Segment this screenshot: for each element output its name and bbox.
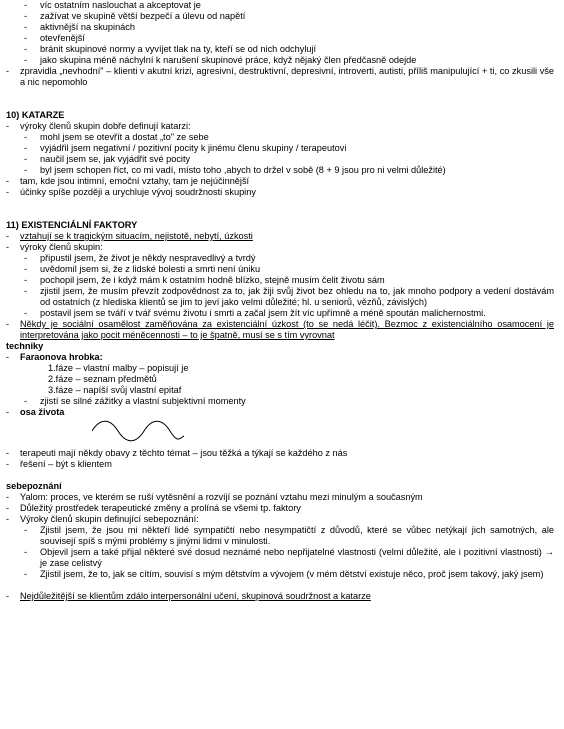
- wave-icon: [92, 418, 184, 444]
- list-item: [6, 308, 554, 319]
- bullet-dash: -: [24, 264, 28, 274]
- bullet-dash: -: [24, 33, 28, 43]
- line-text: 2.fáze – seznam předmětů: [48, 374, 157, 384]
- line-text: připustil jsem, že život je někdy nespravedlivý a tvrdý: [40, 253, 256, 263]
- bullet-dash: -: [24, 154, 28, 164]
- list-item: [6, 591, 554, 602]
- bullet-dash: -: [24, 143, 28, 153]
- list-item: [6, 176, 554, 187]
- life-axis-wave: [6, 418, 554, 448]
- line-text: postavil jsem se tváří v tvář svému životu i smrti a začal jsem žít víc upřímně a méně spoután malichernostmi.: [40, 308, 486, 318]
- bullet-dash: -: [24, 132, 28, 142]
- line-text: osa života: [20, 407, 65, 417]
- bullet-dash: -: [6, 591, 10, 601]
- bullet-dash: -: [24, 22, 28, 32]
- bullet-dash: -: [24, 569, 28, 579]
- bullet-dash: -: [6, 66, 10, 76]
- spacer: [6, 580, 554, 591]
- line-text: byl jsem schopen říct, co mi vadí, místo toho ,abych to držel v sobě (8 + 9 jsou pro ni velmi důležité): [40, 165, 446, 175]
- line-text: vyjádřil jsem negativní / pozitivní pocity k jinému členu skupiny / terapeutovi: [40, 143, 347, 153]
- list-item: [6, 121, 554, 132]
- bullet-dash: -: [24, 547, 28, 557]
- list-item: [6, 143, 554, 154]
- line-text: Výroky členů skupin definující sebepoznání:: [20, 514, 199, 524]
- line-text: Faraonova hrobka:: [20, 352, 103, 362]
- list-item: [6, 11, 554, 22]
- list-item: [6, 66, 554, 88]
- list-item: [6, 514, 554, 525]
- phase-line: [6, 385, 554, 396]
- list-item: [6, 253, 554, 264]
- list-item: [6, 275, 554, 286]
- line-text: Někdy je sociální osamělost zaměňována za existenciální úzkost (to se nedá léčit). Bezmoc z existenciálního osamocení je interpretována jako pocit méněcennosti – to je špatně, musí se s tím vyrovnat: [20, 319, 554, 340]
- list-item: [6, 547, 554, 569]
- bullet-dash: -: [24, 55, 28, 65]
- bullet-dash: -: [6, 492, 10, 502]
- section-heading: [6, 110, 554, 121]
- list-item: [6, 33, 554, 44]
- section-heading: [6, 481, 554, 492]
- line-text: tam, kde jsou intimní, emoční vztahy, tam je nejúčinnější: [20, 176, 250, 186]
- line-text: bránit skupinové normy a vyvíjet tlak na ty, kteří se od nich odchylují: [40, 44, 317, 54]
- list-item: [6, 459, 554, 470]
- line-text: výroky členů skupin:: [20, 242, 103, 252]
- line-text: Zjistil jsem, že jsou mi někteří lidé sympatičtí nebo nesympatičtí z důvodů, které se vůbec netýkají jich samotných, ale souvisejí spíš s mými problémy s jinými lidmi v minulosti.: [40, 525, 554, 546]
- section-heading: [6, 220, 554, 231]
- bullet-dash: -: [6, 231, 10, 241]
- list-item: [6, 448, 554, 459]
- list-item: [6, 165, 554, 176]
- line-text: účinky spíše později a urychluje vývoj soudržnosti skupiny: [20, 187, 256, 197]
- list-item: [6, 525, 554, 547]
- line-text: aktivnější na skupinách: [40, 22, 135, 32]
- line-text: otevřenější: [40, 33, 85, 43]
- spacer: [6, 470, 554, 481]
- line-text: techniky: [6, 341, 44, 351]
- bullet-dash: -: [6, 242, 10, 252]
- bullet-dash: -: [24, 275, 28, 285]
- list-item: [6, 55, 554, 66]
- line-text: 3.fáze – napíší svůj vlastní epitaf: [48, 385, 182, 395]
- line-text: vztahují se k tragickým situacím, nejistotě, nebytí, úzkosti: [20, 231, 253, 241]
- list-item: [6, 286, 554, 308]
- list-item: [6, 503, 554, 514]
- section-heading: [6, 341, 554, 352]
- spacer: [6, 198, 554, 220]
- bullet-dash: -: [24, 165, 28, 175]
- bullet-dash: -: [6, 187, 10, 197]
- bullet-dash: -: [24, 44, 28, 54]
- phase-line: [6, 374, 554, 385]
- list-item: [6, 492, 554, 503]
- line-text: výroky členů skupin dobře definují katarzi:: [20, 121, 191, 131]
- bullet-dash: -: [6, 176, 10, 186]
- list-item: [6, 44, 554, 55]
- line-text: zažívat ve skupině větší bezpečí a úlevu od napětí: [40, 11, 246, 21]
- line-text: Důležitý prostředek terapeutické změny a prolíná se všemi tp. faktory: [20, 503, 301, 513]
- bullet-dash: -: [24, 0, 28, 10]
- line-text: 1.fáze – vlastní malby – popisují je: [48, 363, 189, 373]
- line-text: zpravidla „nevhodní" – klienti v akutní krizi, agresivní, destruktivní, depresivní, introverti, autisti, příliš manipulující + ti, co zkusili vše a nic nepomohlo: [20, 66, 554, 87]
- bullet-dash: -: [6, 514, 10, 524]
- bullet-dash: -: [24, 308, 28, 318]
- line-text: řešení – být s klientem: [20, 459, 112, 469]
- line-text: terapeuti mají někdy obavy z těchto témat – jsou těžká a týkají se každého z nás: [20, 448, 348, 458]
- line-text: 10) KATARZE: [6, 110, 65, 120]
- bullet-dash: -: [6, 448, 10, 458]
- line-text: jako skupina méně náchylní k narušení skupinové práce, když nějaký člen předčasně odejde: [40, 55, 417, 65]
- spacer: [6, 88, 554, 110]
- list-item: [6, 242, 554, 253]
- bullet-dash: -: [6, 319, 10, 329]
- line-text: naučil jsem se, jak vyjádřit své pocity: [40, 154, 191, 164]
- line-text: mohl jsem se otevřít a dostat „to" ze sebe: [40, 132, 209, 142]
- bullet-dash: -: [6, 503, 10, 513]
- phase-line: [6, 363, 554, 374]
- bullet-dash: -: [6, 459, 10, 469]
- line-text: Zjistil jsem, že to, jak se cítím, souvisí s mým dětstvím a vývojem (v mém dětství existuje něco, proč jsem takový, jaký jsem): [40, 569, 544, 579]
- bullet-dash: -: [24, 286, 28, 296]
- line-text: 11) EXISTENCIÁLNÍ FAKTORY: [6, 220, 138, 230]
- list-item: [6, 407, 554, 418]
- list-item: [6, 319, 554, 341]
- bullet-dash: -: [6, 352, 10, 362]
- line-text: zjistil jsem, že musím převzít zodpovědnost za to, jak žiji svůj život bez ohledu na to, jak mnoho podpory a vedení dostávám od ostatních (z hlediska klientů se jim to jeví jako velmi důležité; hl. u seniorů, vězňů, závislých): [40, 286, 554, 307]
- line-text: sebepoznání: [6, 481, 62, 491]
- bullet-dash: -: [24, 253, 28, 263]
- line-text: Nejdůležitější se klientům zdálo interpersonální učení, skupinová soudržnost a katarze: [20, 591, 371, 601]
- bullet-dash: -: [24, 11, 28, 21]
- list-item: [6, 187, 554, 198]
- line-text: pochopil jsem, že i když mám k ostatním hodně blízko, stejně musím čelit životu sám: [40, 275, 385, 285]
- list-item: [6, 132, 554, 143]
- bullet-dash: -: [6, 407, 10, 417]
- bullet-dash: -: [24, 525, 28, 535]
- list-item: [6, 569, 554, 580]
- line-text: víc ostatním naslouchat a akceptovat je: [40, 0, 201, 10]
- line-text: Yalom: proces, ve kterém se ruší vytěsnění a rozvíjí se poznání vztahu mezi minulým a současným: [20, 492, 423, 502]
- list-item: [6, 22, 554, 33]
- list-item: [6, 231, 554, 242]
- list-item: [6, 264, 554, 275]
- line-text: uvědomil jsem si, že z lidské bolesti a smrti není úniku: [40, 264, 261, 274]
- line-text: Objevil jsem a také přijal některé své dosud neznámé nebo nepřijatelné vlastnosti (velmi důležité, ale i pozitivní vlastnosti) → je zase celistvý: [40, 547, 554, 568]
- line-text: zjistí se silné zážitky a vlastní subjektivní momenty: [40, 396, 246, 406]
- bullet-dash: -: [6, 121, 10, 131]
- list-item: [6, 352, 554, 363]
- list-item: [6, 396, 554, 407]
- bullet-dash: -: [24, 396, 28, 406]
- list-item: [6, 154, 554, 165]
- list-item: [6, 0, 554, 11]
